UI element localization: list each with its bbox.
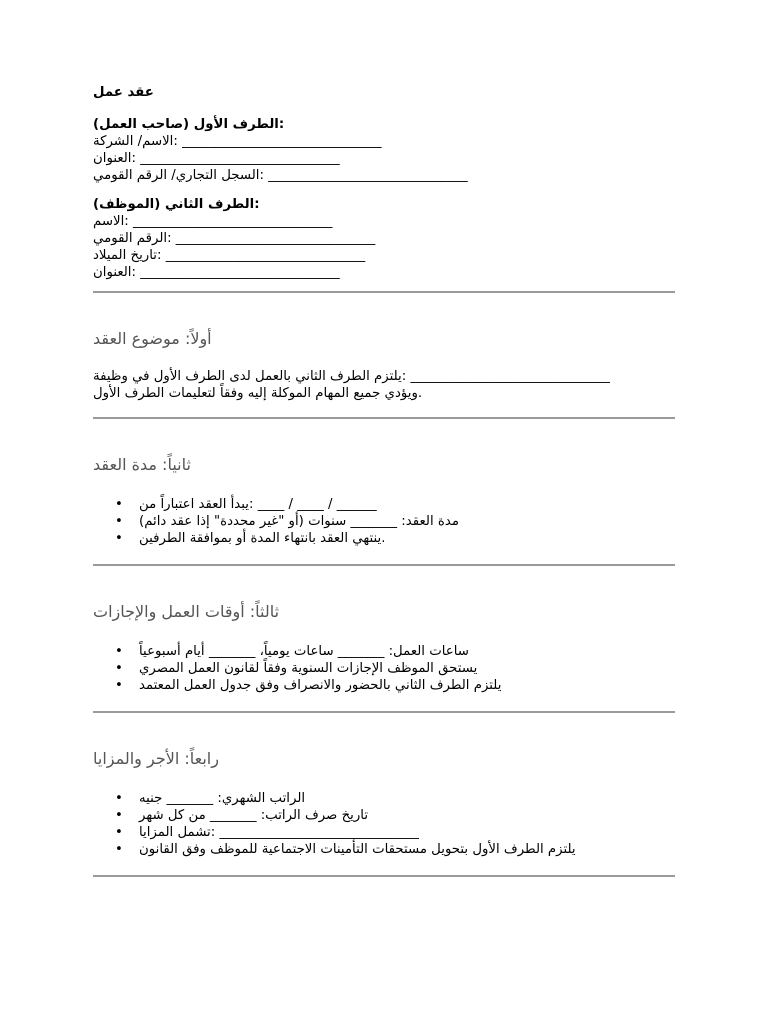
list-item-text: مدة العقد: _______ سنوات (أو "غير محددة" إذا عقد دائم) [139, 514, 459, 529]
section-heading: ثانياً: مدة العقد [93, 455, 191, 474]
list-item-text: يلتزم الطرف الثاني بالحضور والانصراف وفق جدول العمل المعتمد [139, 678, 502, 693]
bullet-icon: • [115, 497, 123, 512]
party2-id-field: الرقم القومي: ______________________________ [93, 231, 376, 246]
list-item-text: تشمل المزايا: ______________________________ [139, 825, 419, 840]
list-item-text: يبدأ العقد اعتباراً من: ____ / ____ / ______ [139, 497, 377, 512]
section-list [93, 790, 675, 858]
party2-address-field: العنوان: ______________________________ [93, 265, 340, 280]
bullet-icon: • [115, 531, 123, 546]
party1-block [93, 116, 675, 184]
party1-heading: (الطرف الأول (صاحب العمل: [93, 117, 285, 132]
section-heading: أولاً: موضوع العقد [93, 329, 212, 348]
list-item-text: تاريخ صرف الراتب: _______ من كل شهر [139, 808, 369, 823]
section-list [93, 643, 675, 694]
section-paragraph-line: ويؤدي جميع المهام الموكلة إليه وفقاً لتعليمات الطرف الأول. [93, 386, 423, 401]
bullet-icon: • [115, 791, 123, 806]
list-item [93, 807, 675, 824]
bullet-icon: • [115, 825, 123, 840]
list-item [93, 677, 675, 694]
section-salary-benefits [93, 748, 675, 858]
section-divider [93, 711, 675, 713]
section-list [93, 496, 675, 547]
list-item-text: الراتب الشهري: _______ جنيه [139, 791, 306, 806]
section-contract-duration [93, 454, 675, 547]
section-divider [93, 417, 675, 419]
bullet-icon: • [115, 514, 123, 529]
list-item [93, 643, 675, 660]
bullet-icon: • [115, 678, 123, 693]
document-title: عقد عمل [93, 85, 154, 100]
list-item-text: يلتزم الطرف الأول بتحويل مستحقات التأمينات الاجتماعية للموظف وفق القانون [139, 842, 576, 857]
list-item [93, 530, 675, 547]
list-item-text: ينتهي العقد بانتهاء المدة أو بموافقة الطرفين. [139, 531, 386, 546]
list-item [93, 496, 675, 513]
section-divider [93, 564, 675, 566]
section-divider [93, 875, 675, 877]
list-item-text: يستحق الموظف الإجازات السنوية وفقاً لقانون العمل المصري [139, 661, 478, 676]
bullet-icon: • [115, 808, 123, 823]
list-item [93, 824, 675, 841]
bullet-icon: • [115, 842, 123, 857]
party1-registry-field: السجل التجاري/ الرقم القومي: ______________________________ [93, 168, 468, 183]
section-heading: ثالثاً: أوقات العمل والإجازات [93, 602, 280, 621]
section-contract-subject [93, 328, 675, 402]
section-divider [93, 291, 675, 293]
bullet-icon: • [115, 661, 123, 676]
section-paragraph-line: يلتزم الطرف الثاني بالعمل لدى الطرف الأول في وظيفة: ______________________________ [93, 369, 610, 384]
list-item [93, 841, 675, 858]
party2-birthdate-field: تاريخ الميلاد: ______________________________ [93, 248, 366, 263]
party2-name-field: الاسم: ______________________________ [93, 214, 333, 229]
list-item-text: ساعات العمل: _______ ساعات يومياً، _______ أيام أسبوعياً [139, 644, 469, 659]
bullet-icon: • [115, 644, 123, 659]
list-item [93, 513, 675, 530]
party2-heading: (الطرف الثاني (الموظف: [93, 197, 260, 212]
list-item [93, 790, 675, 807]
list-item [93, 660, 675, 677]
contract-document [93, 84, 675, 877]
party1-address-field: العنوان: ______________________________ [93, 151, 340, 166]
section-heading: رابعاً: الأجر والمزايا [93, 749, 219, 768]
party1-name-field: الاسم/ الشركة: ______________________________ [93, 134, 382, 149]
section-work-hours [93, 601, 675, 694]
party2-block [93, 196, 675, 281]
